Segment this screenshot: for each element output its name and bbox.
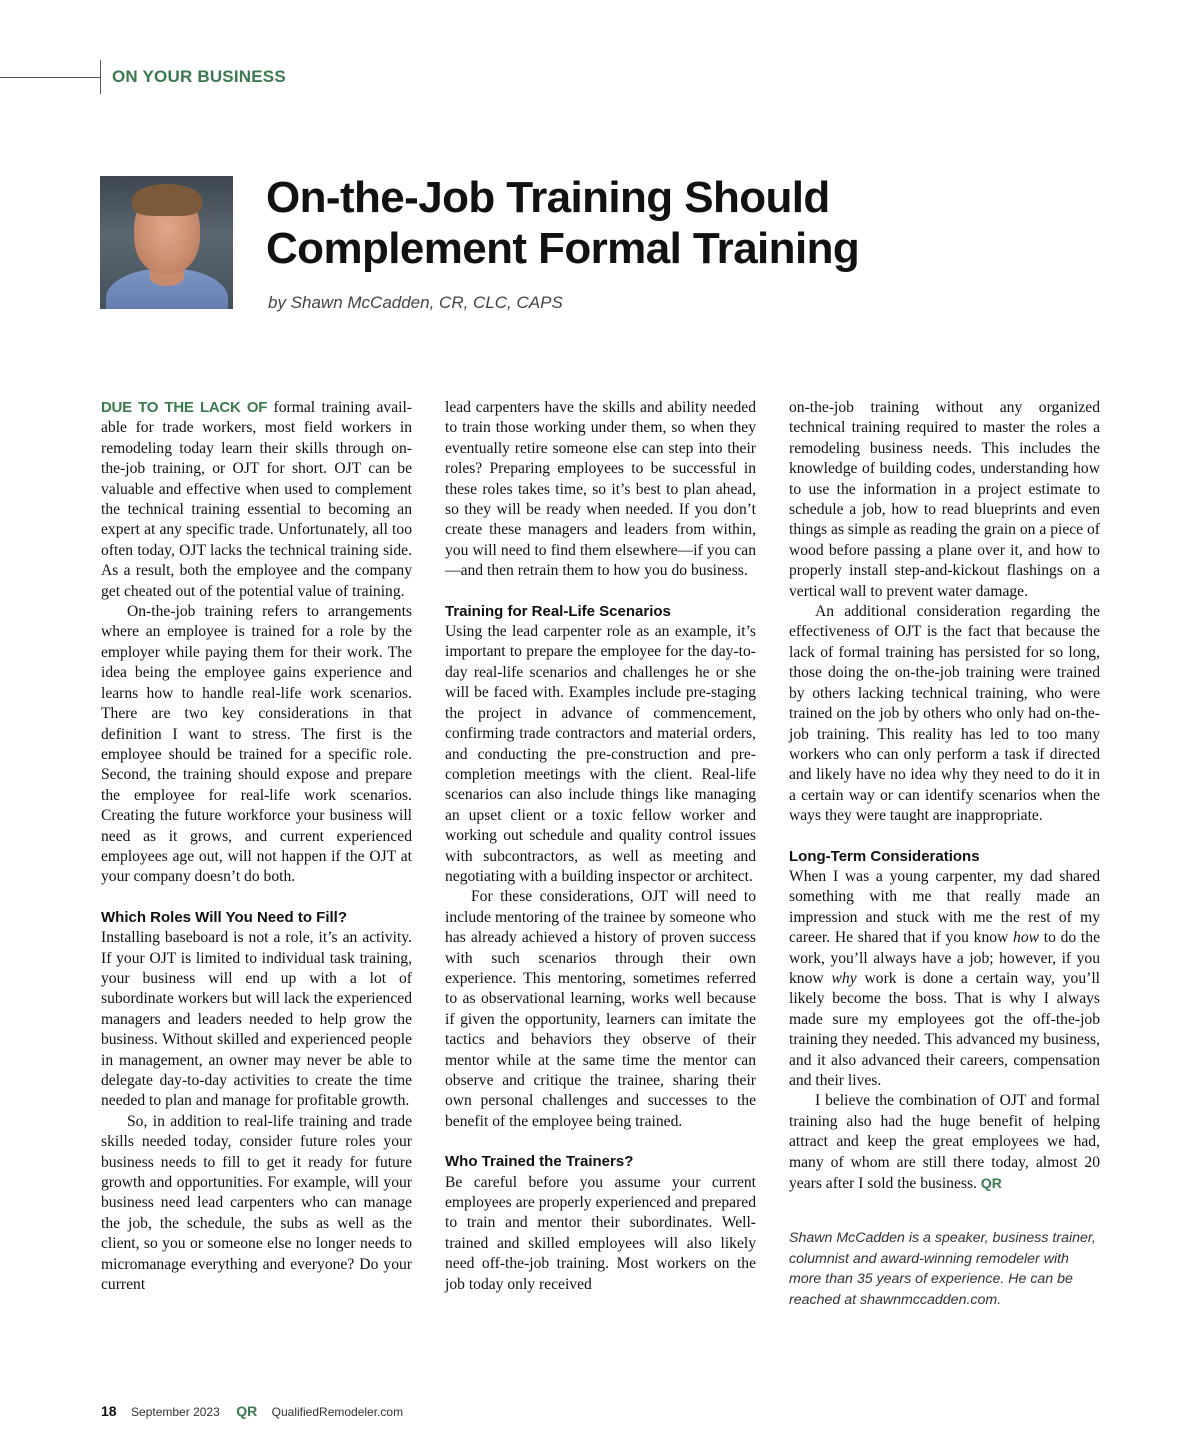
website-link[interactable]: QualifiedRemodeler.com: [271, 1405, 404, 1419]
paragraph: So, in addition to real-life training and trade skills needed today, consider future roles your business needs to fill to get it ready for future growth and opportunities. For example, will your business need lead carpenters who can manage the job, the schedule, the subs as well as the client, so you or someone else no longer needs to micromanage everything and everyone? Do your current: [101, 1112, 412, 1294]
paragraph-text: work is done a certain way, you’ll likely become the boss. That is why I always made sure my employees got the off-the-job training they needed. This advanced my business, and it also advanced their careers, compensation and their lives.: [789, 969, 1100, 1089]
article-title: [266, 172, 859, 274]
paragraph: [789, 867, 1100, 1091]
lead-in: DUE TO THE LACK OF: [101, 399, 268, 416]
subheading: Who Trained the Trainers?: [445, 1153, 634, 1171]
paragraph: [789, 1091, 1100, 1194]
author-bio: Shawn McCadden is a speaker, business trainer, columnist and award-winning remodeler with more than 35 years of experience. He can be reached at shawnmccadden.com.: [789, 1230, 1096, 1308]
page-footer: [101, 1403, 403, 1421]
paragraph: Using the lead carpenter role as an example, it’s important to prepare the employee for the day-to-day real-life scenarios and challenges he or she will be faced with. Examples include pre-staging the project in advance of commencement, confirming trade contractors and material orders, and conducting the pre-construction and pre-completion meetings with the client. Real-life scenarios can also include things like managing an upset client or a toxic fellow worker and working out schedule and quality control issues with subcontractors, as well as meeting and negotiating with a building inspector or architect.: [445, 623, 756, 885]
paragraph: Installing baseboard is not a role, it’s an activity. If your OJT is limited to individual task training, your business will end up with a lot of subordinate workers but will lack the experienced managers and leaders needed to help grow the business. Without skilled and experienced people in management, an owner may never be able to delegate day-to-day activities to create the time needed to plan and manage for profitable growth.: [101, 929, 412, 1110]
paragraph: An additional consideration regarding the effectiveness of OJT is the fact that because the lack of formal training has persisted for so long, those doing the on-the-job training were trained by others lacking technical training, who were trained on the job by others who only had on-the-job training. This reality has led to too many workers who can only perform a task if directed and likely have no idea why they need to do it in a certain way or can identify scenarios when the ways they were taught are inappropriate.: [789, 603, 1100, 825]
column-2: [445, 398, 756, 1295]
column-1: [101, 398, 412, 1295]
header-rule-vertical: [100, 60, 101, 94]
header-rule-horizontal: [0, 77, 100, 78]
paragraph: [101, 398, 412, 602]
subheading: Long-Term Considerations: [789, 847, 980, 865]
magazine-logo: QR: [236, 1403, 258, 1419]
emphasis-how: how: [1013, 929, 1040, 947]
author-photo-hair: [132, 184, 202, 216]
paragraph: on-the-job training without any organized technical training required to master the roles a remodeling business needs. This includes the knowledge of building codes, understanding how to use the information in a project estimate to schedule a job, how to read blueprints and even things as simple as reading the grain on a piece of wood before passing a plane over it, and how to properly install step-and-kickout flashings on a vertical wall to prevent water damage.: [789, 399, 1100, 600]
end-mark: QR: [980, 1175, 1002, 1192]
paragraph: Be careful before you assume your current employees are properly experienced and prepared to train and mentor their subordinates. Well-trained and skilled employees will also likely need off-the-job training. Most workers on the job today only received: [445, 1173, 756, 1293]
page-number: 18: [101, 1403, 117, 1419]
paragraph-text: formal training available for trade workers, most field workers in remodeling today learn their skills through on-the-job training, or OJT for short. OJT can be valuable and effective when used to complement the technical training essential to becoming an expert at any specific trade. Unfortunately, all too often today, OJT lacks the technical training side. As a result, both the employee and the company get cheated out of the potential value of training.: [101, 399, 412, 600]
article-title-line-2: Complement Formal Training: [266, 224, 860, 273]
paragraph: On-the-job training refers to arrangements where an employee is trained for a role by the employer while paying them for their work. The idea being the employee gains experience and learns how to handle real-life work scenarios. There are two key considerations in that definition I want to stress. The first is the employee should be trained for a specific role. Second, the training should expose and prepare the employee for real-life work scenarios. Creating the future workforce your business will need as it grows, and current experienced employees age out, will not happen if the OJT at your company doesn’t do both.: [101, 603, 412, 886]
section-label: ON YOUR BUSINESS: [112, 67, 286, 86]
paragraph-text: When I was a young carpenter, my dad shared something with me that really made an impression and stuck with me the rest of my career. He shared that if you know: [789, 867, 1100, 947]
paragraph-text: I believe the combination of OJT and formal training also had the huge benefit of helping attract and keep the great employees we had, many of whom are still there today, almost 20 years after I sold the business.: [789, 1092, 1100, 1193]
byline: by Shawn McCadden, CR, CLC, CAPS: [268, 293, 563, 312]
subheading: Which Roles Will You Need to Fill?: [101, 908, 347, 926]
column-3: [789, 398, 1100, 1310]
paragraph-text: to do the work, you’ll always have a job; however, if you know: [789, 929, 1100, 987]
subheading: Training for Real-Life Scenarios: [445, 602, 671, 620]
issue-date: September 2023: [131, 1405, 220, 1419]
paragraph: For these considerations, OJT will need to include mentoring of the trainee by someone who has already achieved a history of proven success with such scenarios through their own experience. This mentoring, sometimes referred to as observational learning, works well because if given the opportunity, learners can imitate the tactics and behaviors they observe of their mentor while at the same time the mentor can observe and critique the trainee, sharing their own personal challenges and successes to the benefit of the employee being trained.: [445, 888, 756, 1130]
author-photo: [100, 176, 233, 309]
paragraph: lead carpenters have the skills and ability needed to train those working under them, so when they eventually retire someone else can step into their roles? Preparing employees to be successful in these roles takes time, so it’s best to plan ahead, so they will be ready when needed. If you don’t create these managers and leaders from within, you will need to find them elsewhere—if you can—and then retrain them to how you do business.: [445, 399, 756, 580]
emphasis-why: why: [831, 969, 857, 987]
article-title-line-1: On-the-Job Training Should: [266, 173, 830, 222]
